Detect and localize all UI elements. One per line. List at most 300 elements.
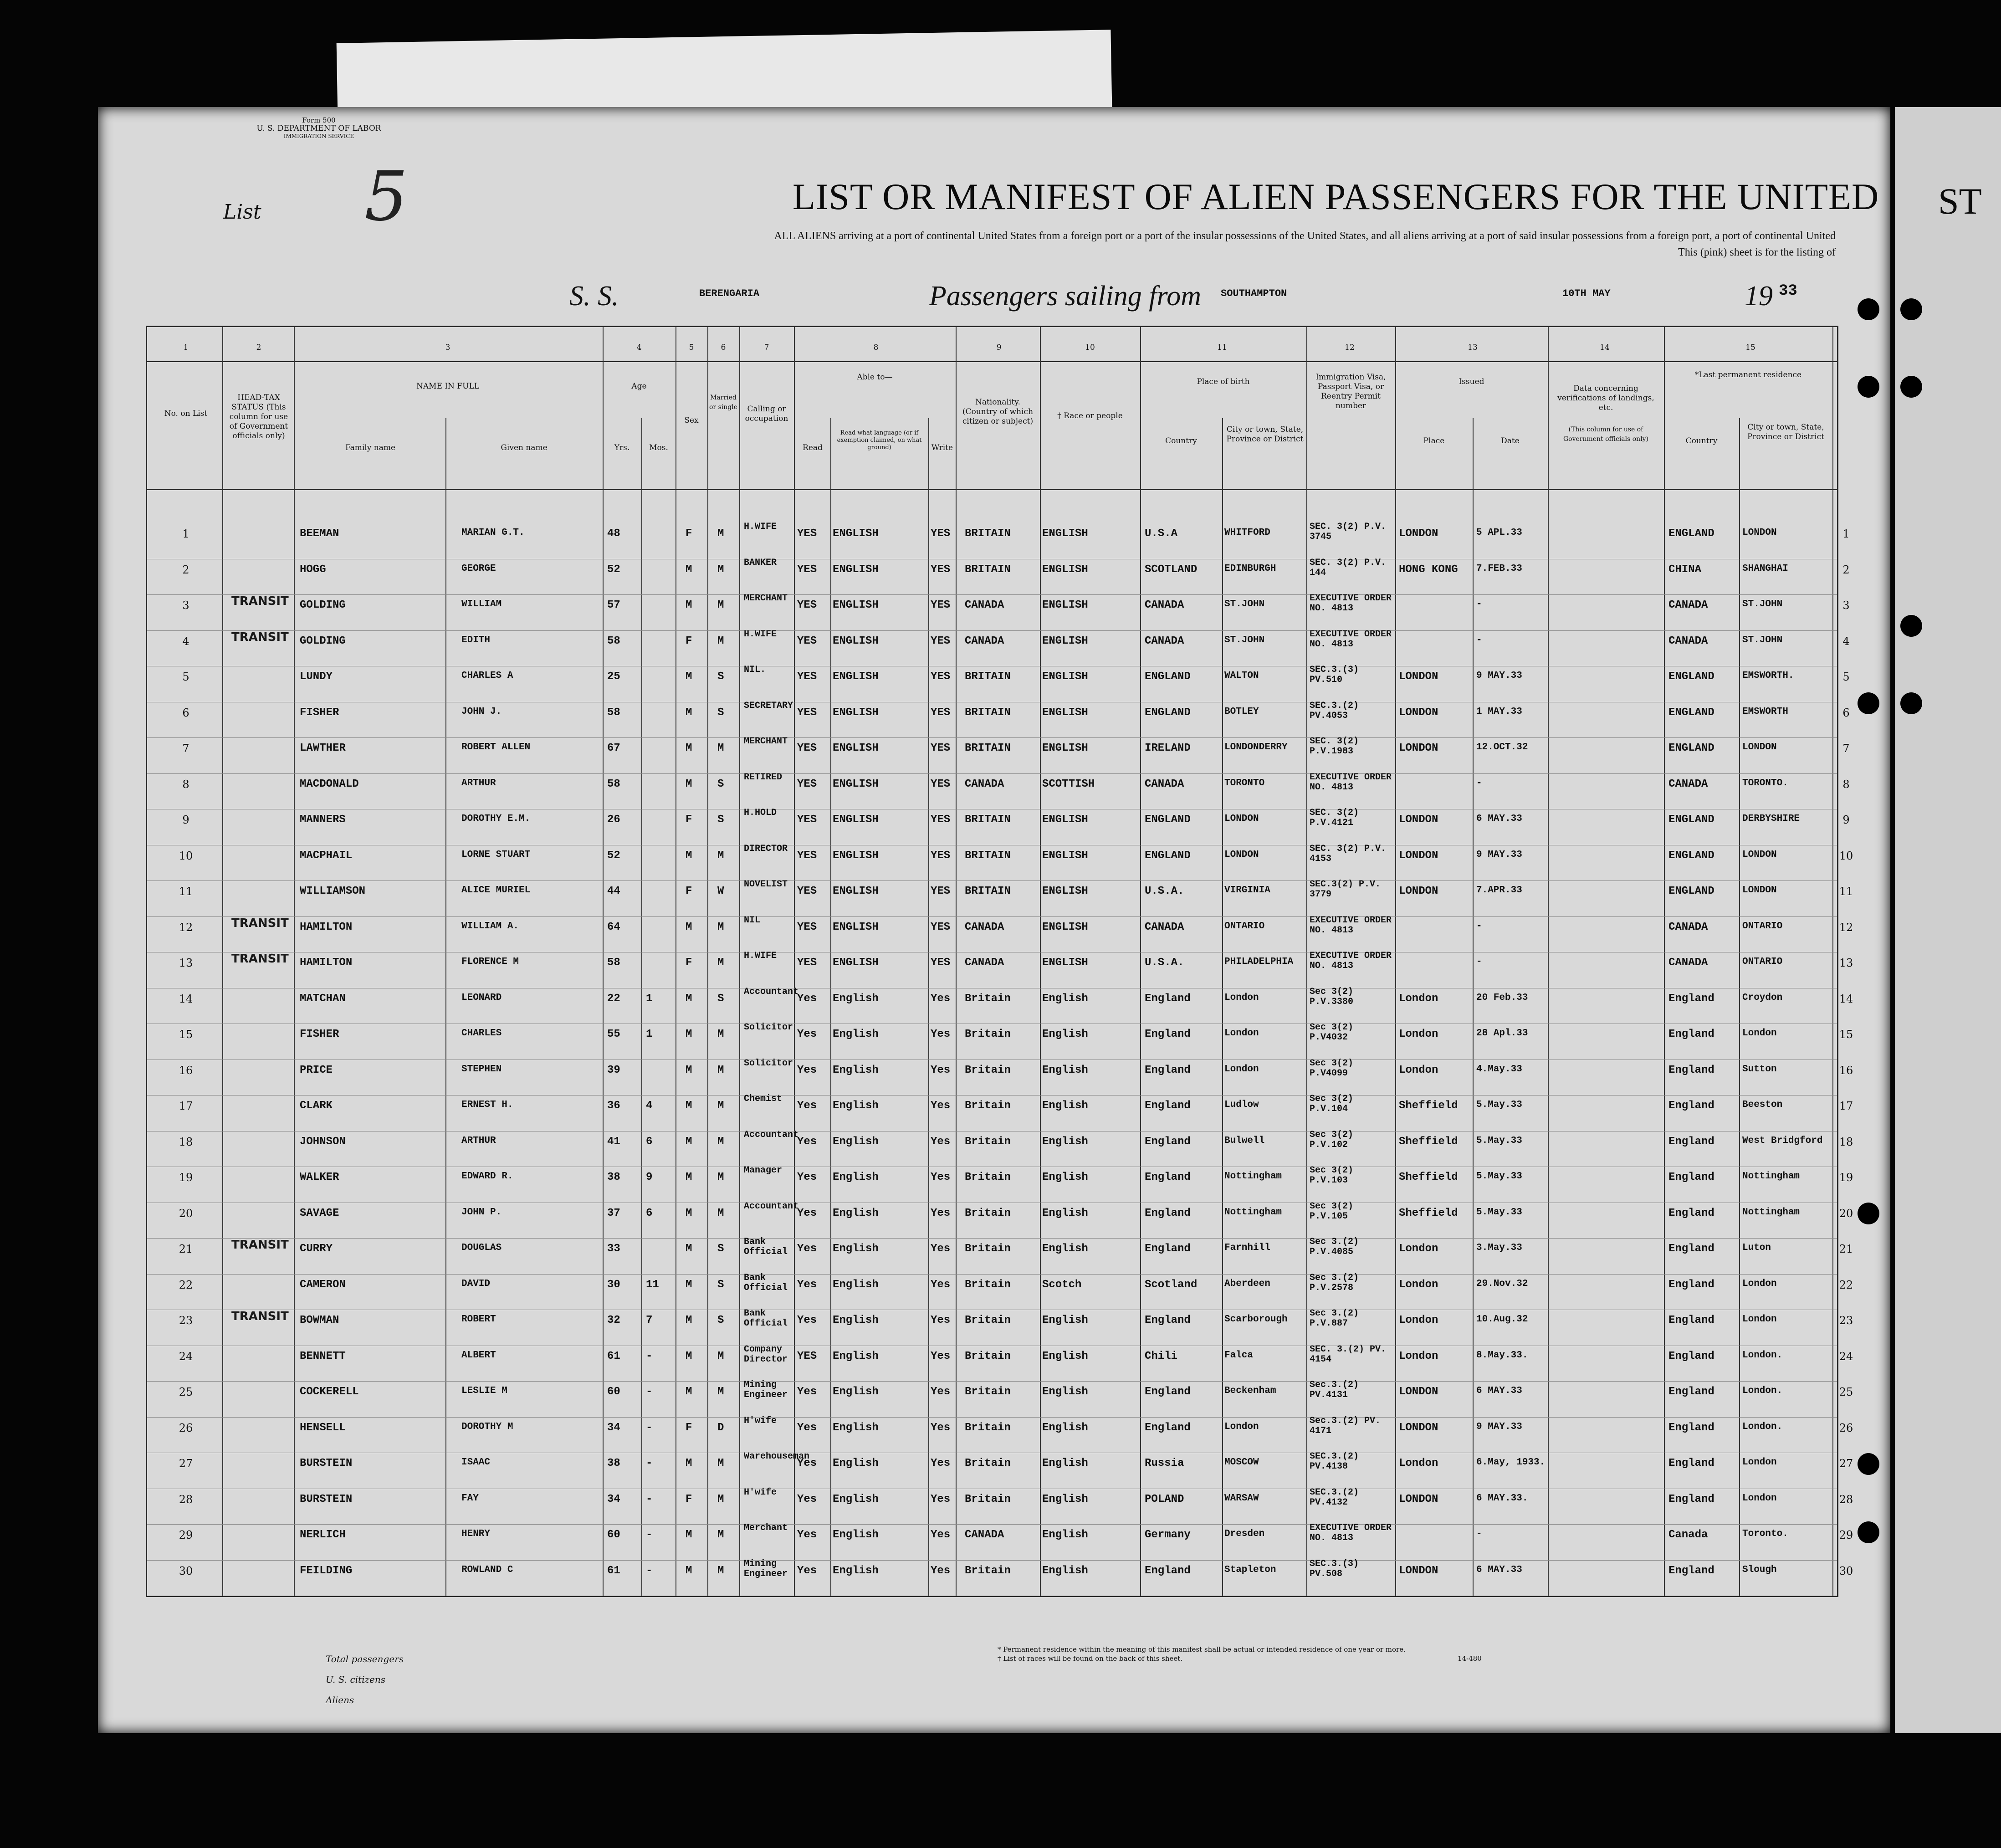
row-number-right: 20: [1839, 1207, 1853, 1220]
read-language: ENGLISH: [833, 635, 879, 647]
row-rule: [147, 630, 1837, 631]
issued-date: 5.May.33: [1476, 1100, 1522, 1110]
can-write: Yes: [931, 1207, 951, 1219]
header-birth-country: Country: [1165, 436, 1197, 445]
race: ENGLISH: [1042, 814, 1088, 826]
residence-city: EMSWORTH: [1742, 706, 1788, 717]
col-number: 1: [183, 343, 189, 352]
nationality: Britain: [965, 1350, 1011, 1362]
marital-status: M: [717, 1207, 724, 1219]
birth-city: Beckenham: [1224, 1386, 1276, 1396]
can-write: Yes: [931, 1529, 951, 1541]
issued-place: Sheffield: [1399, 1171, 1458, 1183]
header-no-on-list: No. on List: [164, 409, 208, 418]
issued-date: 12.OCT.32: [1476, 742, 1528, 753]
given-name: CHARLES: [461, 1028, 502, 1039]
col-divider: [603, 327, 604, 1596]
family-name: MACDONALD: [300, 778, 359, 790]
sex: M: [686, 1243, 692, 1255]
race: ENGLISH: [1042, 527, 1088, 540]
row-rule: [147, 916, 1837, 917]
read-language: English: [833, 1529, 879, 1541]
residence-country: England: [1668, 1100, 1714, 1112]
residence-city: Luton: [1742, 1243, 1771, 1253]
residence-country: England: [1668, 1314, 1714, 1326]
row-number-right: 18: [1839, 1135, 1853, 1148]
marital-status: M: [717, 1529, 724, 1541]
sex: M: [686, 563, 692, 576]
issued-place: LONDON: [1399, 849, 1438, 862]
birth-country: CANADA: [1145, 635, 1184, 647]
marital-status: M: [717, 1564, 724, 1577]
issued-place: LONDON: [1399, 742, 1438, 754]
given-name: EDWARD R.: [461, 1171, 513, 1182]
read-language: English: [833, 1100, 879, 1112]
residence-city: ST.JOHN: [1742, 599, 1783, 609]
can-write: YES: [931, 635, 951, 647]
birth-country: U.S.A.: [1145, 957, 1184, 969]
can-read: Yes: [797, 1564, 817, 1577]
family-name: HENSELL: [300, 1421, 346, 1434]
residence-country: England: [1668, 992, 1714, 1005]
age-months: -: [646, 1421, 653, 1434]
can-write: YES: [931, 527, 951, 540]
birth-country: England: [1145, 1207, 1191, 1219]
can-read: Yes: [797, 1135, 817, 1148]
residence-country: England: [1668, 1493, 1714, 1505]
punch-hole: [1900, 376, 1922, 398]
issued-date: 9 MAY.33: [1476, 849, 1522, 860]
marital-status: D: [717, 1421, 724, 1434]
race: English: [1042, 1457, 1088, 1469]
row-number: 15: [179, 1028, 193, 1041]
can-write: YES: [931, 849, 951, 862]
subtitle-line-2: This (pink) sheet is for the listing of: [1678, 246, 1836, 258]
occupation: Accountant: [744, 1129, 799, 1140]
col-divider: [1306, 327, 1307, 1596]
occupation: H.WIFE: [744, 522, 777, 532]
occupation: MERCHANT: [744, 593, 788, 604]
row-number-right: 8: [1842, 778, 1850, 791]
marital-status: M: [717, 1493, 724, 1505]
marital-status: S: [717, 1243, 724, 1255]
header-birth-city: City or town, State, Province or District: [1226, 425, 1304, 444]
given-name: DOROTHY M: [461, 1421, 513, 1432]
list-label: List: [223, 200, 261, 224]
sex: M: [686, 1457, 692, 1469]
nationality: BRITAIN: [965, 885, 1011, 897]
row-number: 16: [179, 1064, 193, 1077]
row-number: 30: [179, 1564, 193, 1577]
age-months: 6: [646, 1207, 653, 1219]
header-able-to: Able to—: [857, 373, 893, 382]
occupation: Bank Official: [744, 1272, 788, 1293]
row-number: 22: [179, 1278, 193, 1291]
header-bottom-rule: [147, 489, 1837, 490]
birth-city: Scarborough: [1224, 1314, 1288, 1325]
row-number-right: 27: [1839, 1457, 1853, 1470]
can-read: YES: [797, 849, 817, 862]
birth-country: England: [1145, 1564, 1191, 1577]
issued-date: 6 MAY.33.: [1476, 1493, 1528, 1504]
row-number-right: 11: [1839, 885, 1853, 898]
race: English: [1042, 1421, 1088, 1434]
sailing-label: Passengers sailing from: [929, 281, 1202, 312]
can-read: YES: [797, 599, 817, 611]
residence-country: ENGLAND: [1668, 885, 1714, 897]
subtitle: [469, 228, 1836, 261]
birth-city: LONDONDERRY: [1224, 742, 1288, 753]
birth-city: LONDON: [1224, 849, 1259, 860]
can-write: Yes: [931, 1243, 951, 1255]
row-number: 7: [182, 742, 189, 755]
issued-place: London: [1399, 1064, 1438, 1076]
can-write: YES: [931, 563, 951, 576]
family-name: CURRY: [300, 1243, 333, 1255]
col-divider: [739, 327, 740, 1596]
visa-number: Sec 3(2) P.V.102: [1310, 1129, 1354, 1150]
visa-number: EXECUTIVE ORDER NO. 4813: [1310, 593, 1392, 614]
given-name: MARIAN G.T.: [461, 527, 525, 538]
occupation: NOVELIST: [744, 879, 788, 890]
race: English: [1042, 1064, 1088, 1076]
marital-status: M: [717, 599, 724, 611]
family-name: HOGG: [300, 563, 326, 576]
read-language: English: [833, 1135, 879, 1148]
given-name: ROWLAND C: [461, 1564, 513, 1575]
row-number: 26: [179, 1421, 193, 1434]
read-language: ENGLISH: [833, 814, 879, 826]
given-name: FAY: [461, 1493, 479, 1504]
read-language: ENGLISH: [833, 706, 879, 719]
read-language: English: [833, 992, 879, 1005]
header-sex: Sex: [684, 416, 699, 425]
residence-country: ENGLAND: [1668, 814, 1714, 826]
residence-country: England: [1668, 1386, 1714, 1398]
birth-country: IRELAND: [1145, 742, 1191, 754]
visa-number: Sec 3(2) P.V.105: [1310, 1201, 1354, 1222]
occupation: H.HOLD: [744, 808, 777, 818]
visa-number: EXECUTIVE ORDER NO. 4813: [1310, 951, 1392, 971]
issued-date: -: [1476, 599, 1482, 609]
nationality: Britain: [965, 1135, 1011, 1148]
birth-city: London: [1224, 1421, 1259, 1432]
col-number: 14: [1600, 343, 1610, 352]
ss-label: S. S.: [569, 281, 619, 312]
given-name: LESLIE M: [461, 1386, 507, 1396]
family-name: WALKER: [300, 1171, 339, 1183]
nationality: BRITAIN: [965, 849, 1011, 862]
visa-number: Sec 3(2) P.V4032: [1310, 1022, 1354, 1043]
birth-city: Bulwell: [1224, 1135, 1265, 1146]
residence-country: England: [1668, 1243, 1714, 1255]
race: ENGLISH: [1042, 671, 1088, 683]
birth-city: PHILADELPHIA: [1224, 957, 1294, 967]
sex: M: [686, 849, 692, 862]
occupation: Solicitor: [744, 1022, 793, 1033]
col-number: 8: [873, 343, 879, 352]
read-language: English: [833, 1421, 879, 1434]
race: ENGLISH: [1042, 563, 1088, 576]
row-number-right: 19: [1839, 1171, 1853, 1184]
age-months: -: [646, 1457, 653, 1469]
row-number-right: 7: [1842, 742, 1850, 755]
race: ENGLISH: [1042, 599, 1088, 611]
can-read: Yes: [797, 1064, 817, 1076]
visa-number: SEC. 3(2) P.V. 3745: [1310, 522, 1387, 542]
birth-city: Stapleton: [1224, 1564, 1276, 1575]
family-name: MACPHAIL: [300, 849, 353, 862]
marital-status: S: [717, 992, 724, 1005]
read-language: English: [833, 1207, 879, 1219]
residence-city: Beeston: [1742, 1100, 1783, 1110]
residence-city: Nottingham: [1742, 1207, 1800, 1218]
read-language: ENGLISH: [833, 957, 879, 969]
given-name: ALBERT: [461, 1350, 496, 1361]
col-divider: [222, 327, 223, 1596]
row-number: 27: [179, 1457, 193, 1470]
col-number: 4: [636, 343, 642, 352]
header-calling: Calling or occupation: [745, 404, 788, 423]
row-rule: [147, 1381, 1837, 1382]
birth-country: ENGLAND: [1145, 849, 1191, 862]
nationality: Britain: [965, 1314, 1011, 1326]
nationality: BRITAIN: [965, 671, 1011, 683]
can-read: YES: [797, 957, 817, 969]
row-number-right: 17: [1839, 1100, 1853, 1112]
family-name: PRICE: [300, 1064, 333, 1076]
marital-status: S: [717, 706, 724, 719]
can-read: Yes: [797, 1171, 817, 1183]
family-name: BURSTEIN: [300, 1457, 353, 1469]
read-language: ENGLISH: [833, 527, 879, 540]
can-read: Yes: [797, 1493, 817, 1505]
occupation: Manager: [744, 1165, 783, 1176]
can-read: Yes: [797, 1421, 817, 1434]
visa-number: Sec 3.(2) P.V.2578: [1310, 1272, 1359, 1293]
residence-country: England: [1668, 1278, 1714, 1291]
marital-status: S: [717, 671, 724, 683]
family-name: HAMILTON: [300, 957, 353, 969]
read-language: English: [833, 1064, 879, 1076]
birth-city: ST.JOHN: [1224, 599, 1265, 609]
col-number: 6: [721, 343, 726, 352]
issued-place: London: [1399, 1314, 1438, 1326]
issued-place: Sheffield: [1399, 1100, 1458, 1112]
birth-city: Aberdeen: [1224, 1278, 1270, 1289]
row-number: 4: [182, 635, 189, 648]
header-visa: Immigration Visa, Passport Visa, or Reentry Permit number: [1315, 373, 1386, 410]
given-name: EDITH: [461, 635, 491, 645]
can-read: YES: [797, 921, 817, 933]
age-months: -: [646, 1386, 653, 1398]
can-write: Yes: [931, 1100, 951, 1112]
read-language: English: [833, 1171, 879, 1183]
marital-status: M: [717, 1386, 724, 1398]
family-name: LUNDY: [300, 671, 333, 683]
occupation: MERCHANT: [744, 736, 788, 747]
residence-city: LONDON: [1742, 849, 1777, 860]
issued-date: 7.FEB.33: [1476, 563, 1522, 574]
birth-city: Nottingham: [1224, 1207, 1282, 1218]
read-language: ENGLISH: [833, 885, 879, 897]
family-name: BENNETT: [300, 1350, 346, 1362]
can-write: Yes: [931, 1457, 951, 1469]
nationality: CANADA: [965, 921, 1004, 933]
family-name: MANNERS: [300, 814, 346, 826]
occupation: NIL: [744, 915, 761, 926]
row-rule: [147, 1524, 1837, 1525]
can-write: YES: [931, 885, 951, 897]
visa-number: SEC.3.(2) PV.4132: [1310, 1487, 1359, 1508]
issued-place: Sheffield: [1399, 1207, 1458, 1219]
issued-place: London: [1399, 1350, 1438, 1362]
issued-date: 5.May.33: [1476, 1207, 1522, 1218]
residence-city: Nottingham: [1742, 1171, 1800, 1182]
can-write: YES: [931, 742, 951, 754]
punch-hole: [1858, 692, 1879, 714]
nationality: Britain: [965, 1278, 1011, 1291]
visa-number: Sec 3.(2) P.V.887: [1310, 1308, 1359, 1329]
age-months: 4: [646, 1100, 653, 1112]
issued-date: 20 Feb.33: [1476, 992, 1528, 1003]
can-read: Yes: [797, 1457, 817, 1469]
sex: M: [686, 1028, 692, 1040]
given-name: JOHN J.: [461, 706, 502, 717]
issued-date: 6.May, 1933.: [1476, 1457, 1546, 1468]
sex: M: [686, 1314, 692, 1326]
family-name: JOHNSON: [300, 1135, 346, 1148]
row-number-right: 14: [1839, 992, 1853, 1005]
sex: M: [686, 1064, 692, 1076]
sex: M: [686, 599, 692, 611]
family-name: GOLDING: [300, 599, 346, 611]
birth-city: ONTARIO: [1224, 921, 1265, 932]
birth-country: POLAND: [1145, 1493, 1184, 1505]
col-divider: [794, 327, 795, 1596]
age-months: 11: [646, 1278, 659, 1291]
col-divider: [1548, 327, 1549, 1596]
occupation: Accountant: [744, 1201, 799, 1212]
family-name: FEILDING: [300, 1564, 353, 1577]
punch-hole: [1900, 298, 1922, 320]
can-read: Yes: [797, 1207, 817, 1219]
residence-city: London: [1742, 1278, 1777, 1289]
can-write: YES: [931, 778, 951, 790]
visa-number: SEC. 3(2) P.V. 144: [1310, 557, 1387, 578]
visa-number: SEC. 3(2) P.V.1983: [1310, 736, 1359, 757]
sex: F: [686, 814, 692, 826]
age-months: 7: [646, 1314, 653, 1326]
age-years: 60: [607, 1386, 620, 1398]
marital-status: M: [717, 742, 724, 754]
sailing-date: 10TH MAY: [1562, 288, 1611, 299]
marital-status: M: [717, 1064, 724, 1076]
race: English: [1042, 1314, 1088, 1326]
issued-place: LONDON: [1399, 706, 1438, 719]
birth-city: VIRGINIA: [1224, 885, 1270, 896]
age-years: 60: [607, 1529, 620, 1541]
row-number-right: 24: [1839, 1350, 1853, 1363]
nationality: Britain: [965, 1564, 1011, 1577]
visa-number: SEC. 3(2) P.V.4121: [1310, 808, 1359, 828]
header-race: † Race or people: [1057, 411, 1123, 420]
col-number: 11: [1217, 343, 1227, 352]
residence-city: Slough: [1742, 1564, 1777, 1575]
read-language: English: [833, 1278, 879, 1291]
family-name: GOLDING: [300, 635, 346, 647]
visa-number: SEC.3.(2) PV.4053: [1310, 700, 1359, 721]
residence-city: London.: [1742, 1421, 1783, 1432]
visa-number: SEC. 3.(2) PV. 4154: [1310, 1344, 1387, 1365]
subtitle-line-1: ALL ALIENS arriving at a port of continental United States from a foreign port or a port of the insular possessions of the United States, and all aliens arriving at a port of said insular possessions from a foreign port, a port of continental United: [774, 230, 1836, 242]
row-number-right: 9: [1842, 814, 1850, 826]
birth-city: London: [1224, 1028, 1259, 1039]
row-number-right: 6: [1842, 706, 1850, 719]
residence-city: DERBYSHIRE: [1742, 814, 1800, 824]
can-read: YES: [797, 527, 817, 540]
row-number: 6: [182, 706, 189, 719]
col-number: 13: [1468, 343, 1478, 352]
nationality: Britain: [965, 1421, 1011, 1434]
can-read: Yes: [797, 1314, 817, 1326]
nationality: Britain: [965, 1386, 1011, 1398]
age-months: -: [646, 1493, 653, 1505]
col-divider: [707, 327, 708, 1596]
marital-status: S: [717, 814, 724, 826]
issued-date: 8.May.33.: [1476, 1350, 1528, 1361]
col-number: 3: [445, 343, 450, 352]
age-years: 30: [607, 1278, 620, 1291]
residence-country: CANADA: [1668, 635, 1708, 647]
age-years: 61: [607, 1564, 620, 1577]
row-number-right: 12: [1839, 921, 1853, 934]
birth-city: TORONTO: [1224, 778, 1265, 788]
can-read: YES: [797, 706, 817, 719]
age-years: 26: [607, 814, 620, 826]
header-res-city: City or town, State, Province or District: [1747, 423, 1825, 441]
birth-country: CANADA: [1145, 778, 1184, 790]
issued-date: 6 MAY.33: [1476, 814, 1522, 824]
issued-date: 10.Aug.32: [1476, 1314, 1528, 1325]
nationality: Britain: [965, 1028, 1011, 1040]
sex: M: [686, 1278, 692, 1291]
department: U. S. DEPARTMENT OF LABOR: [256, 124, 381, 133]
can-write: Yes: [931, 1171, 951, 1183]
birth-city: MOSCOW: [1224, 1457, 1259, 1468]
residence-city: ST.JOHN: [1742, 635, 1783, 645]
issued-place: LONDON: [1399, 671, 1438, 683]
age-years: 58: [607, 635, 620, 647]
row-number-right: 16: [1839, 1064, 1853, 1077]
sex: F: [686, 957, 692, 969]
sex: M: [686, 778, 692, 790]
family-name: COCKERELL: [300, 1386, 359, 1398]
page-title: LIST OR MANIFEST OF ALIEN PASSENGERS FOR THE UNITED: [793, 176, 1879, 217]
age-years: 34: [607, 1493, 620, 1505]
race: English: [1042, 1350, 1088, 1362]
header-yrs: Yrs.: [614, 443, 630, 452]
issued-place: London: [1399, 1243, 1438, 1255]
family-name: BURSTEIN: [300, 1493, 353, 1505]
row-number: 8: [182, 778, 189, 791]
header-landing-note: (This column for use of Government officials only): [1563, 426, 1649, 443]
punch-hole: [1858, 298, 1879, 320]
residence-city: West Bridgford: [1742, 1135, 1823, 1146]
age-years: 67: [607, 742, 620, 754]
given-name: ARTHUR: [461, 1135, 496, 1146]
nationality: BRITAIN: [965, 563, 1011, 576]
